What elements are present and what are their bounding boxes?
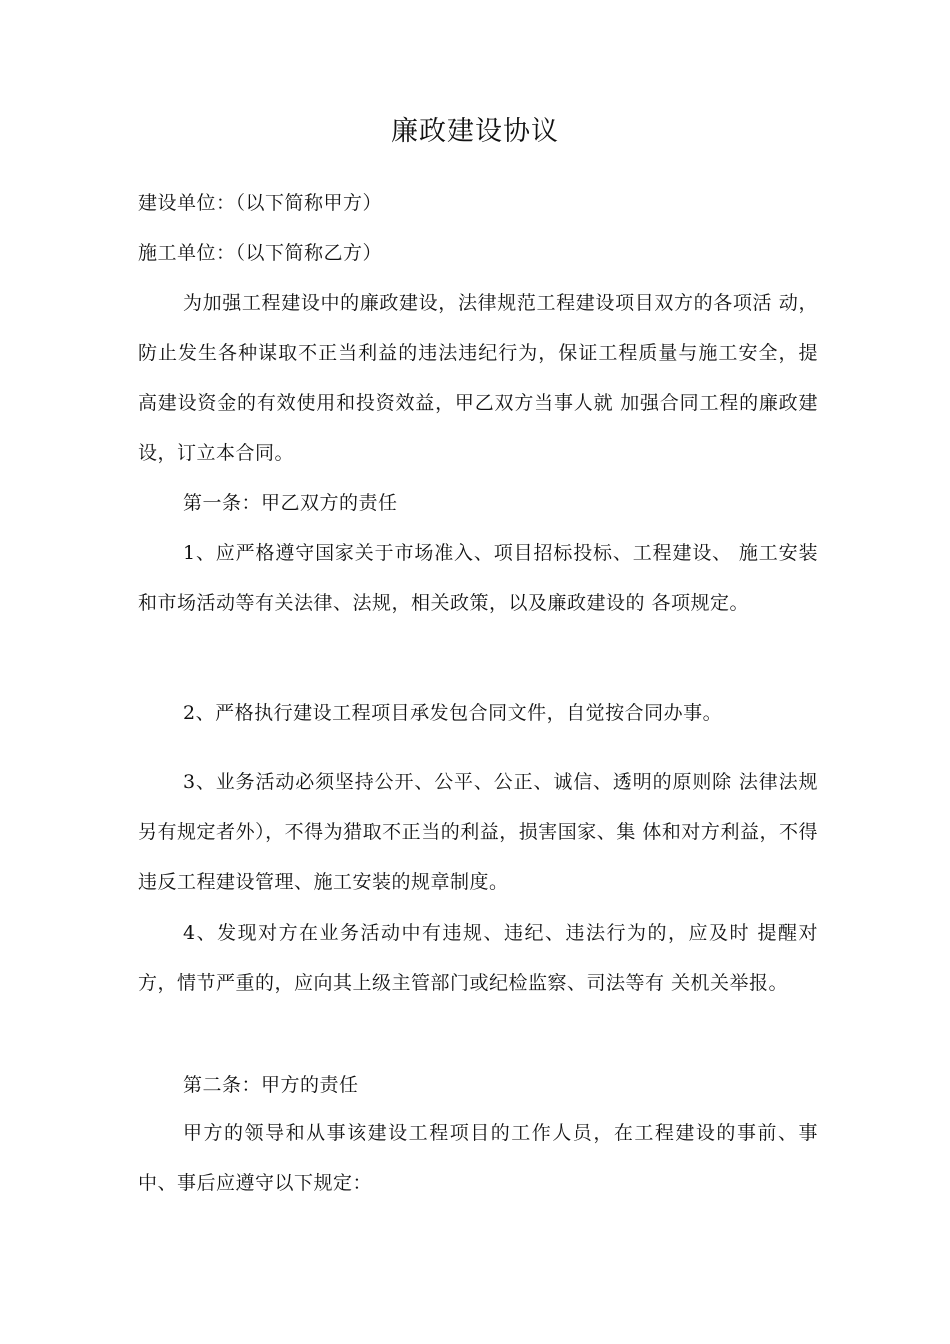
party-b-line: 施工单位：（以下简称乙方） (138, 242, 383, 264)
article-1-heading: 第一条：甲乙双方的责任 (183, 492, 398, 514)
intro-paragraph: 为加强工程建设中的廉政建设，法律规范工程建设项目双方的各项活 动，防止发生各种谋取不正当利益的违法违纪行为，保证工程质量与施工安全，提高建设资金的有效使用和投资效益，甲乙双方当事人就 加强合同工程的廉政建设，订立本合同。 (138, 292, 818, 464)
article-1-item-4: 4、发现对方在业务活动中有违规、违纪、违法行为的，应及时 提醒对方，情节严重的，应向其上级主管部门或纪检监察、司法等有 关机关举报。 (138, 922, 818, 994)
document-title: 廉政建设协议 (391, 116, 559, 147)
article-2-heading: 第二条：甲方的责任 (183, 1074, 359, 1096)
article-1-item-3: 3、业务活动必须坚持公开、公平、公正、诚信、透明的原则除 法律法规另有规定者外），不得为猎取不正当的利益，损害国家、集 体和对方利益，不得违反工程建设管理、施工安装的规章制度。 (138, 771, 818, 893)
article-1-item-1: 1、应严格遵守国家关于市场准入、项目招标投标、工程建设、 施工安装和市场活动等有关法律、法规，相关政策，以及廉政建设的 各项规定。 (138, 542, 818, 614)
article-1-item-2: 2、严格执行建设工程项目承发包合同文件，自觉按合同办事。 (183, 702, 723, 724)
party-a-line: 建设单位：（以下简称甲方） (138, 192, 383, 214)
article-2-intro: 甲方的领导和从事该建设工程项目的工作人员，在工程建设的事前、事中、事后应遵守以下规定： (138, 1122, 818, 1194)
